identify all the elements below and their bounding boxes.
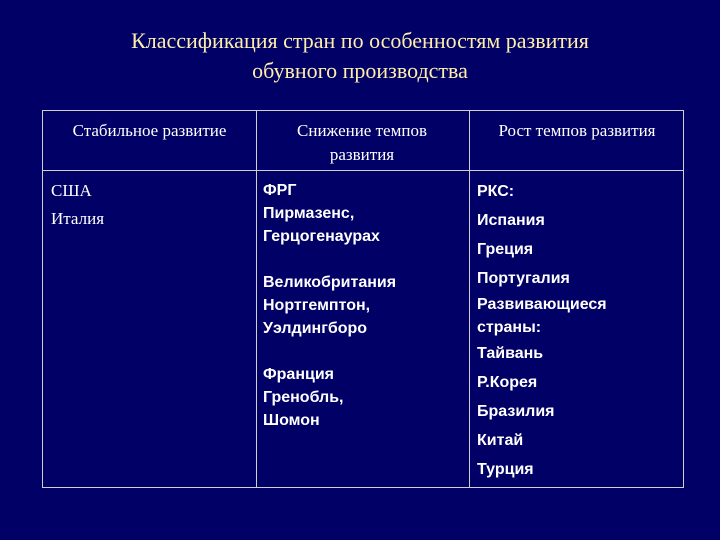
list-item: Испания [477, 212, 545, 229]
list-item: РКС: [477, 183, 515, 200]
classification-table [42, 110, 684, 488]
group-france [263, 363, 396, 432]
list-item: Китай [477, 432, 524, 449]
column-divider-1 [256, 111, 257, 487]
list-item: Герцогенаурах [263, 228, 380, 245]
slide-title-line-1: Классификация стран по особенностям развития [131, 28, 589, 53]
country-italy: Италия [51, 209, 105, 228]
list-item: Бразилия [477, 403, 555, 420]
slide-title [60, 26, 660, 86]
list-item: Уэлдингборо [263, 320, 368, 337]
list-item: Франция [263, 366, 334, 383]
list-item: Развивающиеся [477, 296, 607, 313]
column-stable [51, 177, 104, 233]
header-divider [43, 170, 683, 171]
header-stable-development: Стабильное развитие [72, 121, 227, 140]
slide-title-line-2: обувного производства [252, 58, 468, 83]
list-item: Нортгемптон, [263, 297, 371, 314]
list-item: страны: [477, 319, 542, 336]
list-item: Греция [477, 241, 534, 258]
list-item: Португалия [477, 270, 570, 287]
header-declining-growth: Снижение темпов развития [297, 121, 427, 164]
country-usa: США [51, 181, 92, 200]
column-declining [263, 179, 396, 432]
list-item: Гренобль, [263, 389, 344, 406]
group-germany [263, 179, 396, 248]
list-item: Великобритания [263, 274, 397, 291]
list-item: Шомон [263, 412, 320, 429]
list-item: ФРГ [263, 182, 297, 199]
column-divider-2 [469, 111, 470, 487]
list-item: Пирмазенс, [263, 205, 355, 222]
list-item: Тайвань [477, 345, 544, 362]
group-great-britain [263, 271, 396, 340]
column-rising [477, 177, 607, 484]
list-item: Р.Корея [477, 374, 538, 391]
list-item: Турция [477, 461, 534, 478]
header-rising-growth: Рост темпов развития [498, 121, 656, 140]
